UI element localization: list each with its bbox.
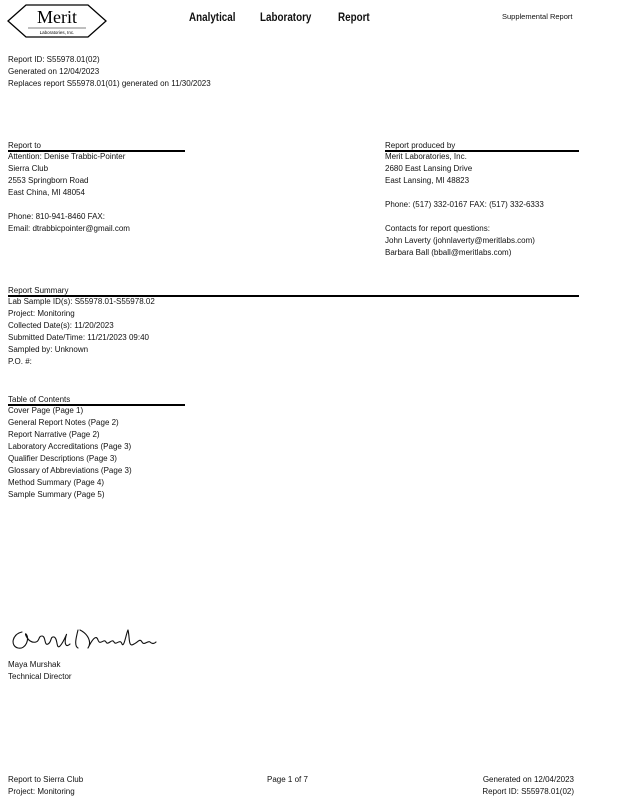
report-produced-by-title: Report produced by xyxy=(385,141,456,150)
toc-item-report-narrative[interactable]: Report Narrative (Page 2) xyxy=(8,430,100,439)
footer-report-id: Report ID: S55978.01(02) xyxy=(482,787,574,796)
signature-icon xyxy=(8,624,158,656)
footer-left xyxy=(8,774,83,798)
signer-title: Technical Director xyxy=(8,672,72,681)
merit-logo xyxy=(6,3,108,39)
footer-page-number: Page 1 of 7 xyxy=(267,775,308,784)
sampled-by: Sampled by: Unknown xyxy=(8,345,89,354)
report-type: Supplemental Report xyxy=(502,12,573,21)
toc-title: Table of Contents xyxy=(8,395,71,404)
header-word-report: Report xyxy=(338,10,370,24)
producer-line: 2680 East Lansing Drive xyxy=(385,164,473,173)
toc-item-method-summary[interactable]: Method Summary (Page 4) xyxy=(8,478,105,487)
project: Project: Monitoring xyxy=(8,309,75,318)
report-summary-title: Report Summary xyxy=(8,286,69,295)
toc-list xyxy=(8,405,132,501)
toc-item-cover-page[interactable]: Cover Page (Page 1) xyxy=(8,406,84,415)
logo-text: Merit xyxy=(37,7,77,27)
collected-dates: Collected Date(s): 11/20/2023 xyxy=(8,321,114,330)
contacts-title: Contacts for report questions: xyxy=(385,224,490,233)
replaces-note: Replaces report S55978.01(01) generated on 11/30/2023 xyxy=(8,79,211,88)
header-word-analytical: Analytical xyxy=(189,10,236,24)
producer-contacts xyxy=(385,223,535,259)
footer-project: Project: Monitoring xyxy=(8,787,75,796)
submitted-datetime: Submitted Date/Time: 11/21/2023 09:40 xyxy=(8,333,149,342)
producer-line: East Lansing, MI 48823 xyxy=(385,176,470,185)
logo-subtext: Laboratories, Inc. xyxy=(39,30,75,35)
producer-address xyxy=(385,151,472,187)
report-to-title: Report to xyxy=(8,141,41,150)
report-to-address xyxy=(8,151,125,199)
contact-barbara-ball: Barbara Ball (bball@meritlabs.com) xyxy=(385,248,512,257)
generated-date: Generated on 12/04/2023 xyxy=(8,67,100,76)
toc-item-sample-summary[interactable]: Sample Summary (Page 5) xyxy=(8,490,105,499)
report-to-contact xyxy=(8,211,130,235)
address-line: 2553 Springborn Road xyxy=(8,176,89,185)
footer-report-to: Report to Sierra Club xyxy=(8,775,84,784)
producer-phone: Phone: (517) 332-0167 FAX: (517) 332-6333 xyxy=(385,200,544,209)
signer-name: Maya Murshak xyxy=(8,660,61,669)
toc-item-accreditations[interactable]: Laboratory Accreditations (Page 3) xyxy=(8,442,132,451)
signature-image xyxy=(8,624,158,656)
lab-sample-ids: Lab Sample ID(s): S55978.01-S55978.02 xyxy=(8,297,155,306)
toc-item-qualifier-descriptions[interactable]: Qualifier Descriptions (Page 3) xyxy=(8,454,117,463)
address-line: Sierra Club xyxy=(8,164,49,173)
footer-generated: Generated on 12/04/2023 xyxy=(482,775,574,784)
report-summary-body xyxy=(8,296,155,368)
merit-logo-icon xyxy=(6,3,108,39)
header-word-laboratory: Laboratory xyxy=(260,10,312,24)
report-meta xyxy=(8,54,211,90)
report-to-phone: Phone: 810-941-8460 FAX: xyxy=(8,212,105,221)
report-id: Report ID: S55978.01(02) xyxy=(8,55,100,64)
contact-john-laverty: John Laverty (johnlaverty@meritlabs.com) xyxy=(385,236,535,245)
producer-line: Merit Laboratories, Inc. xyxy=(385,152,467,161)
address-line: Attention: Denise Trabbic-Pointer xyxy=(8,152,126,161)
po-number: P.O. #: xyxy=(8,357,32,366)
toc-item-glossary[interactable]: Glossary of Abbreviations (Page 3) xyxy=(8,466,132,475)
address-line: East China, MI 48054 xyxy=(8,188,85,197)
report-to-email: Email: dtrabbicpointer@gmail.com xyxy=(8,224,130,233)
footer-right xyxy=(470,774,574,798)
signature-block xyxy=(8,659,72,683)
toc-item-general-notes[interactable]: General Report Notes (Page 2) xyxy=(8,418,119,427)
